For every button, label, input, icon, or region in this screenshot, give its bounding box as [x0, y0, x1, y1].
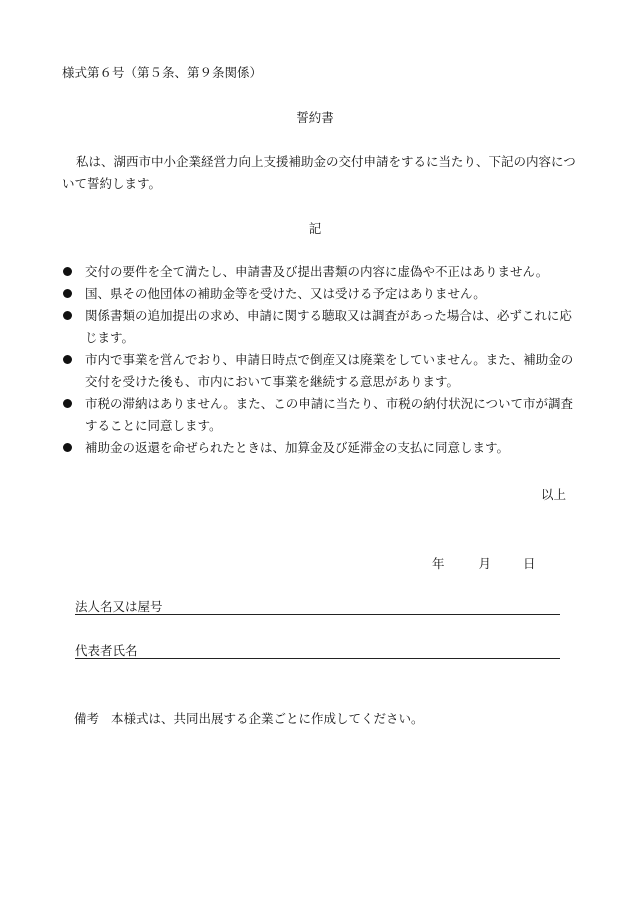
pledge-item [62, 437, 578, 459]
pledge-item [62, 305, 578, 349]
remark-heading: 備考 [74, 711, 100, 726]
date-month: 月 [478, 556, 492, 571]
intro-text: 私は、湖西市中小企業経営力向上支援補助金の交付申請をするに当たり、下記の内容について誓約します。 [62, 154, 576, 191]
representative-name-label: 代表者氏名 [75, 643, 138, 658]
bullet-icon [63, 399, 72, 408]
remark [74, 709, 424, 727]
pledge-item [62, 393, 578, 437]
form-number: 様式第６号（第５条、第９条関係） [62, 65, 263, 80]
bullet-icon [63, 443, 72, 452]
pledge-list [62, 261, 578, 459]
document-title: 誓約書 [296, 110, 334, 125]
pledge-item [62, 283, 578, 305]
corporation-name-label: 法人名又は屋号 [75, 599, 163, 614]
pledge-text: 市税の滞納はありません。また、この申請に当たり、市税の納付状況について市が調査することに同意します。 [85, 396, 574, 433]
pledge-item [62, 261, 578, 283]
corporation-name-field[interactable] [75, 596, 560, 615]
closing-mark: 以上 [540, 487, 566, 502]
pledge-text: 補助金の返還を命ぜられたときは、加算金及び延滞金の支払に同意します。 [85, 440, 510, 455]
bullet-icon [63, 289, 72, 298]
intro-paragraph [62, 151, 582, 195]
remark-text: 本様式は、共同出展する企業ごとに作成してください。 [111, 711, 424, 726]
representative-name-field[interactable] [75, 640, 560, 659]
date-year: 年 [432, 556, 445, 571]
pledge-text: 交付の要件を全て満たし、申請書及び提出書類の内容に虚偽や不正はありません。 [85, 264, 549, 279]
date-row [432, 554, 536, 572]
ki-heading: 記 [308, 221, 322, 236]
bullet-icon [63, 355, 72, 364]
date-day: 日 [523, 556, 536, 571]
pledge-item [62, 349, 578, 393]
pledge-text: 国、県その他団体の補助金等を受けた、又は受ける予定はありません。 [85, 286, 486, 301]
pledge-text: 関係書類の追加提出の求め、申請に関する聴取又は調査があった場合は、必ずこれに応じます。 [85, 308, 572, 345]
bullet-icon [63, 267, 72, 276]
pledge-text: 市内で事業を営んでおり、申請日時点で倒産又は廃業をしていません。また、補助金の交付を受けた後も、市内において事業を継続する意思があります。 [85, 352, 574, 389]
bullet-icon [63, 311, 72, 320]
